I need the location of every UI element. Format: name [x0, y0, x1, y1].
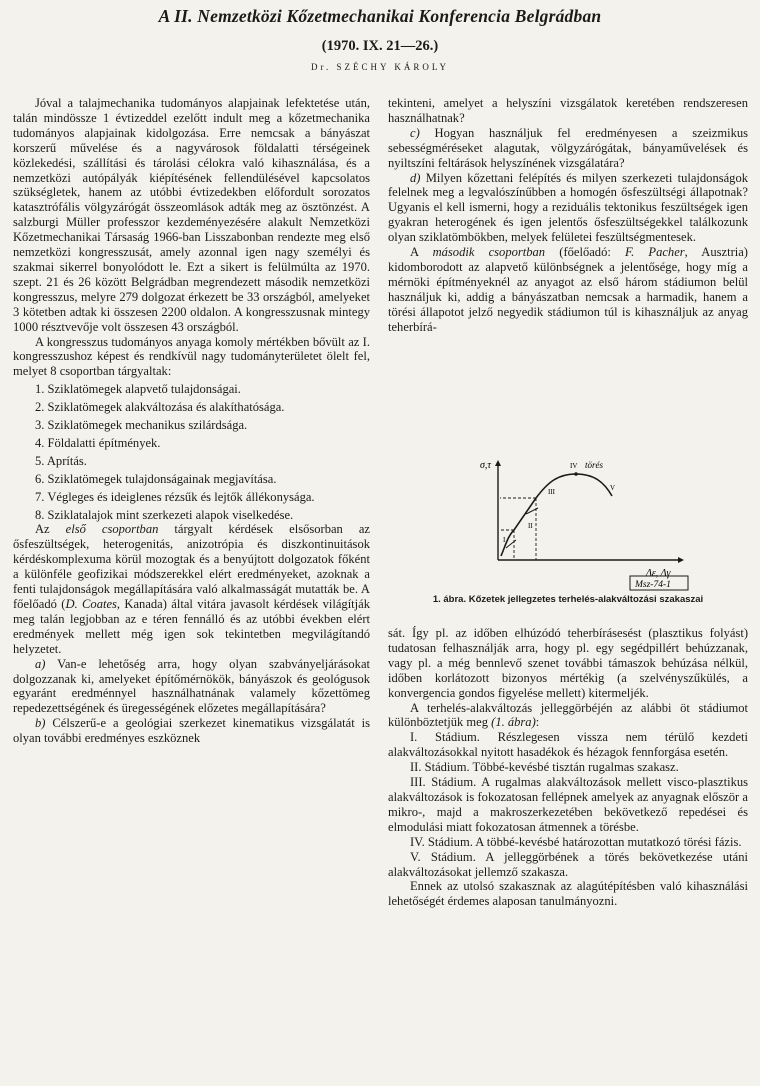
second-group-text-b: (főelőadó:	[545, 245, 626, 260]
article-title: A II. Nemzetközi Kőzetmechanikai Konferencia Belgrádban	[158, 6, 602, 26]
question-b-text: Célszerű-e a geológiai szerkezet kinematikus vizsgálatát is olyan további eredményes eszköznek	[13, 716, 370, 746]
stage-label-5: V	[610, 484, 616, 492]
question-b	[13, 716, 370, 746]
x-axis-label: Δε, Δγ	[646, 568, 671, 579]
first-group-rapporteur: D. Coates	[65, 597, 117, 611]
question-c-marker: c)	[410, 125, 420, 140]
first-group-text-b: tárgyalt kérdések elsősorban az ősfeszültségek, heterogenitás, anizotrópia és diszkontinuitások kérdéskomplexuma körül mozogtak és a benyújtott dolgozatok főként a különféle geofizikai módszerekkel elért eredményeket, azoknak a fenti tulajdonságok megállapítására való alkalmasságát mutatták be. A főelőadó (	[13, 522, 371, 611]
second-group-paragraph	[388, 245, 748, 334]
stage-label-1: I	[503, 536, 506, 544]
stages-intro-text-b: :	[535, 715, 540, 730]
article-author: Dr. SZÉCHY KÁROLY	[310, 62, 450, 72]
second-group-rapporteur: F. Pacher	[625, 245, 685, 260]
figure-reference: (1. ábra)	[491, 715, 536, 730]
group-item-6: 6. Sziklatömegek tulajdonságainak megjavítása.	[35, 471, 277, 486]
left-column	[13, 96, 370, 746]
stage-5: V. Stádium. A jelleggörbének a törés bekövetkezése utáni alakváltozásokat jellemző szakasza.	[388, 849, 748, 879]
stress-strain-diagram	[388, 448, 748, 598]
stage-2: II. Stádium. Többé-kevésbé tisztán rugalmas szakasz.	[410, 760, 679, 775]
question-d-marker: d)	[410, 170, 421, 185]
break-label: törés	[585, 460, 603, 470]
first-group-paragraph	[13, 522, 370, 656]
stress-strain-figure	[388, 448, 748, 618]
intro-paragraph: Jóval a talajmechanika tudományos alapjainak lefektetése után, talán mindössze 1 évtizeddel ezelőtt indult meg a kőzetmechanika tudományos alapjainak kidolgozása. Erre nemcsak a bányászat korszerű művelése és a nagyvárosok földalatti térségeinek közlekedési, szállítási és tárolási célokra való kihasználása, és a nemzetközi autópályák kiépítésének fellendülésével kapcsolatos szükségletek, hanem az utóbbi évtizedekben előfordult sorozatos katasztrófális völgyzárógát összeomlások adták meg az ösztönzést. A salzburgi Müller professzor kezdeményezésére alakult Nemzetközi Kőzetmechanikai Társaság 1966-ban Lisszabonban rendezte meg első nemzetközi kongresszusát, amely azonnal igen nagy személyi és szakmai sikerrel bonyolódott le. Ezt a sikert is felülmúlta az 1970. szept. 21 és 26 között Belgrádban megrendezett második nemzetközi kongresszus, melyre 279 dolgozat érkezett be 33 országból, amelyeket 3 kötetben adtak ki összesen 2200 oldalon. A kongresszusnak mintegy 1000 résztvevője volt összesen 43 országból.	[13, 96, 370, 334]
group-item-3: 3. Sziklatömegek mechanikus szilárdsága.	[35, 418, 248, 433]
break-point-marker	[574, 472, 578, 476]
stage-label-2: II	[528, 522, 533, 530]
question-a-text: Van-e lehetőség arra, hogy olyan szabványeljárásokat dolgozzanak ki, amelyeket építőmérnökök, bányászok és geológusok egyaránt eredménnyel használhatnának valamely kőzettömeg repedezettségének és üregességének előzetes megállapítására?	[13, 656, 370, 716]
continued-paragraph-2: sát. Így pl. az időben elhúzódó teherbírásesést (plasztikus folyást) tudatosan felhasználják arra, hogy pl. egy segédpillért behúzzanak, vagy pl. a még bennlevő szenet további támaszok behúzása nélkül, időben korlátozott bizonyos mértékig (a szelvényszűkülés, a konvergencia gondos figyelése mellett) kitermeljék.	[388, 626, 748, 700]
closing-paragraph: Ennek az utolsó szakasznak az alagútépítésben való kihasználási lehetőségét érdemes alaposan tanulmányozni.	[388, 879, 748, 909]
group-item-8: 8. Sziklatalajok mint szerkezeti alapok viselkedése.	[35, 507, 294, 522]
figure-code: Msz-74-1	[635, 580, 671, 590]
first-group-text-c: , Kanada) által vitára javasolt kérdések világítják meg talán legjobban az e téren fennálló és az utóbbi években elért eredmények mellett még igen sok tekintetben megvilágítandó helyzetet.	[13, 597, 370, 656]
load-deformation-curve	[501, 474, 612, 556]
stages-intro	[388, 701, 748, 731]
second-group-text-c: , Ausztria) kidomborodott az alapvető különbségnek a jelentősége, hogy míg a mérnöki építményeknél az anyagot az első három stádiumon belül használjuk ki, addig a bányászatban nemcsak a harmadik, hanem a törési állapotot jelző negyedik stádiumon túl is kihasználjuk az anyag teherbírá-	[388, 245, 748, 334]
question-d	[388, 171, 748, 246]
stage-label-3: III	[548, 488, 555, 496]
second-group-text-a: A	[410, 245, 433, 260]
y-axis-arrow-icon	[495, 460, 501, 466]
right-column-bottom	[388, 626, 748, 909]
stages-intro-text-a: A terhelés-alakváltozás jelleggörbéjén az alábbi öt stádiumot különböztetjük meg	[388, 700, 748, 730]
group-item-1: 1. Sziklatömegek alapvető tulajdonságai.	[35, 382, 241, 397]
article-dates: (1970. IX. 21—26.)	[321, 38, 439, 54]
x-axis-arrow-icon	[678, 557, 684, 563]
question-d-text: Milyen kőzettani felépítés és milyen szerkezeti tulajdonságok felelnek meg a legvalószínűbben a homogén ősfeszültségi állapotnak? Ugyanis el kell ismerni, hogy a reziduális tektonikus feszültségek igen gyakran heterogének és igen jelentős ősfeszültségekkel találkozunk olyan sziklatömbökben, melyek felületei feszültségmentesek.	[388, 170, 748, 245]
stage-1: I. Stádium. Részlegesen vissza nem térülő kezdeti alakváltozásokkal nyitott hasadékok és hézagok fennforgása esetén.	[388, 730, 748, 760]
right-column-top	[388, 96, 748, 335]
question-a-marker: a)	[35, 656, 46, 671]
stage-3: III. Stádium. A rugalmas alakváltozások mellett visco-plasztikus alakváltozások is fokozatosan fellépnek amelyek az anyagnak először a mikro-, majd a makroszerkezetében bekövetkező repedései és elmodulási miatt fokozatosan átmennek a törésbe.	[388, 775, 748, 834]
figure-caption: 1. ábra. Kőzetek jellegzetes terhelés-alakváltozási szakaszai	[432, 594, 704, 605]
group-item-7: 7. Végleges és ideiglenes rézsűk és lejtők állékonysága.	[35, 489, 315, 504]
first-group-emphasis: első csoportban	[65, 522, 159, 537]
continued-paragraph: tekinteni, amelyet a helyszíni vizsgálatok keretében rendszeresen használhatnak?	[388, 96, 748, 125]
group-item-5: 5. Aprítás.	[35, 453, 87, 468]
second-group-emphasis: második csoportban	[432, 245, 546, 260]
groups-intro-paragraph: A kongresszus tudományos anyaga komoly mértékben bővült az I. kongresszushoz képest és rendkívül nagy tudományterületet ölelt fel, melyet 8 csoportban tárgyaltak:	[13, 334, 370, 379]
y-axis-label: σ,τ	[480, 460, 492, 471]
question-a	[13, 657, 370, 717]
question-c	[388, 126, 748, 171]
question-b-marker: b)	[35, 716, 46, 731]
group-item-4: 4. Földalatti építmények.	[35, 435, 161, 450]
question-c-text: Hogyan használjuk fel eredményesen a szeizmikus sebességméréseket alagutak, völgyzárógátak, bányaművelések és nyiltszíni feltárások helyszínének vizsgálatára?	[388, 125, 748, 170]
first-group-text-a: Az	[35, 522, 66, 537]
stage-label-4: IV	[570, 462, 578, 470]
stage-4: IV. Stádium. A többé-kevésbé határozottan mutatkozó törési fázis.	[410, 834, 742, 849]
group-item-2: 2. Sziklatömegek alakváltozása és alakíthatósága.	[35, 400, 285, 415]
